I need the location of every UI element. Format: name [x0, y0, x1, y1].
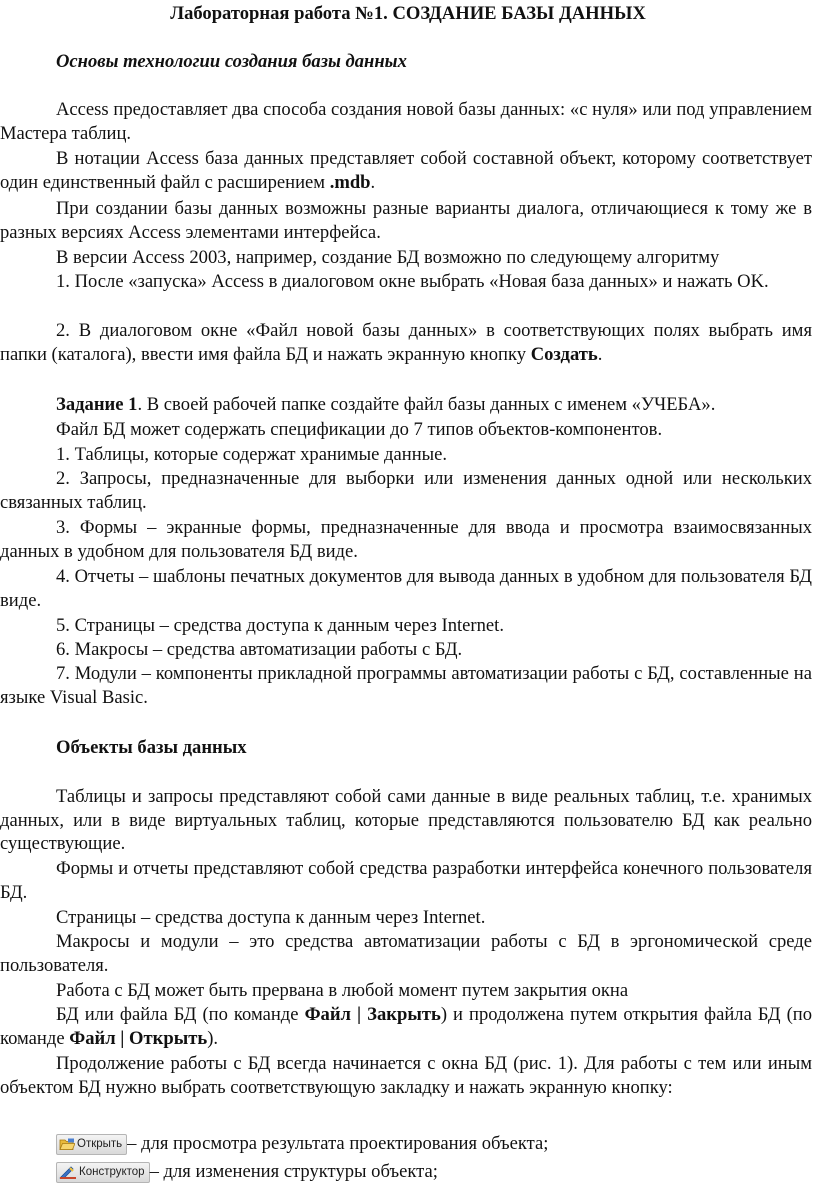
- document-title: Лабораторная работа №1. СОЗДАНИЕ БАЗЫ ДАННЫХ: [170, 3, 646, 24]
- design-button[interactable]: [56, 1162, 150, 1183]
- design-button-label: Конструктор: [79, 1166, 145, 1179]
- list-item: 3. Формы – экранные формы, предназначенные для ввода и просмотра взаимосвязанных данных в удобном для пользователя БД виде.: [0, 517, 812, 562]
- open-button-row: [0, 1132, 812, 1156]
- paragraph: Access предоставляет два способа создания новой базы данных: «с нуля» или под управлением Мастера таблиц.: [0, 99, 812, 144]
- paragraph: Продолжение работы с БД всегда начинается с окна БД (рис. 1). Для работы с тем или иным объектом БД нужно выбрать соответствующую закладку и нажать экранную кнопку:: [0, 1053, 812, 1098]
- list-item: 1. Таблицы, которые содержат хранимые данные.: [56, 444, 448, 465]
- paragraph: Работа с БД может быть прервана в любой момент путем закрытия окна: [56, 980, 629, 1001]
- list-item: 7. Модули – компоненты прикладной программы автоматизации работы с БД, составленные на языке Visual Basic.: [0, 663, 812, 708]
- paragraph: Файл БД может содержать спецификации до 7 типов объектов-компонентов.: [56, 419, 663, 440]
- section-heading-objects: Объекты базы данных: [56, 737, 247, 758]
- list-item: 4. Отчеты – шаблоны печатных документов для вывода данных в удобном для пользователя БД виде.: [0, 566, 812, 611]
- paragraph: При создании базы данных возможны разные варианты диалога, отличающиеся к тому же в разных версиях Access элементами интерфейса.: [0, 198, 812, 243]
- design-ruler-icon: [59, 1166, 77, 1179]
- list-item: 2. Запросы, предназначенные для выборки или изменения данных одной или нескольких связанных таблиц.: [0, 468, 812, 513]
- open-button-description: – для просмотра результата проектирования объекта;: [127, 1133, 549, 1154]
- list-item: 5. Страницы – средства доступа к данным через Internet.: [56, 615, 504, 636]
- open-folder-icon: [59, 1138, 75, 1151]
- task-label: Задание 1: [56, 394, 138, 415]
- section-heading-basics: Основы технологии создания базы данных: [56, 51, 407, 72]
- paragraph: 1. После «запуска» Access в диалоговом окне выбрать «Новая база данных» и нажать OK.: [56, 271, 769, 292]
- open-button-label: Открыть: [77, 1138, 123, 1151]
- open-button[interactable]: [56, 1134, 127, 1155]
- paragraph: Таблицы и запросы представляют собой сами данные в виде реальных таблиц, т.е. хранимых данных, или в виде виртуальных таблиц, которые представляются пользователю БД как реально существующие.: [0, 786, 812, 855]
- paragraph: 2. В диалоговом окне «Файл новой базы данных» в соответствующих полях выбрать имя папки (каталога), ввести имя файла БД и нажать экранную кнопку Создать.: [0, 320, 812, 365]
- task-paragraph: Задание 1. В своей рабочей папке создайте файл базы данных с именем «УЧЕБА».: [56, 394, 716, 415]
- paragraph: Макросы и модули – это средства автоматизации работы с БД в эргономической среде пользователя.: [0, 931, 812, 976]
- design-button-row: [0, 1160, 812, 1184]
- design-button-description: – для изменения структуры объекта;: [149, 1161, 438, 1182]
- paragraph: В версии Access 2003, например, создание БД возможно по следующему алгоритму: [56, 247, 720, 268]
- list-item: 6. Макросы – средства автоматизации работы с БД.: [56, 639, 463, 660]
- paragraph: БД или файла БД (по команде Файл | Закрыть) и продолжена путем открытия файла БД (по команде Файл | Открыть).: [0, 1004, 813, 1049]
- paragraph: Страницы – средства доступа к данным через Internet.: [56, 907, 486, 928]
- paragraph: Формы и отчеты представляют собой средства разработки интерфейса конечного пользователя БД.: [0, 858, 812, 903]
- paragraph: В нотации Access база данных представляет собой составной объект, которому соответствует один единственный файл с расширением .mdb.: [0, 148, 812, 193]
